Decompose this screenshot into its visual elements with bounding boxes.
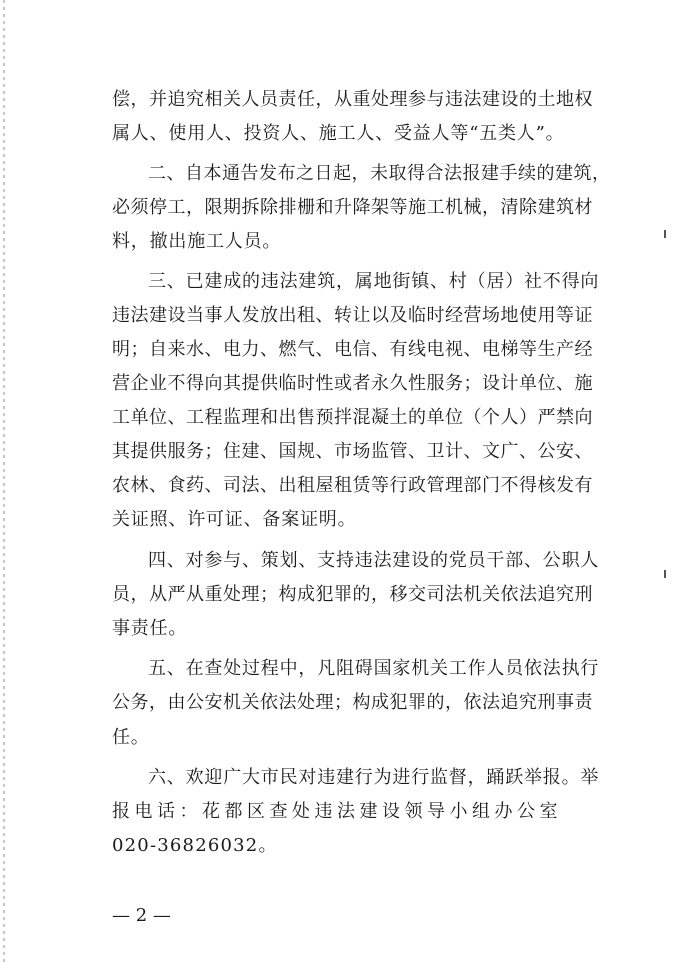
text-line: 其提供服务；住建、国规、市场监管、卫计、文广、公安、 (112, 441, 593, 462)
text-line: 员，从严从重处理；构成犯罪的，移交司法机关依法追究刑 (112, 584, 593, 605)
text-line: 料，撤出施工人员。 (112, 231, 282, 252)
text-line: 属人、使用人、投资人、施工人、受益人等“五类人”。 (112, 123, 565, 144)
text-line: 明；自来水、电力、燃气、电信、有线电视、电梯等生产经 (112, 339, 593, 360)
scan-edge-mark (664, 570, 666, 578)
text-line: 四、对参与、策划、支持违法建设的党员干部、公职人 (148, 550, 600, 571)
text-line: 报电话：花都区查处违法建设领导小组办公室 (112, 801, 562, 822)
text-line: 六、欢迎广大市民对违建行为进行监督，踊跃举报。举 (148, 767, 600, 788)
text-line: 020-36826032。 (112, 835, 278, 856)
text-line: 偿，并追究相关人员责任，从重处理参与违法建设的土地权 (112, 89, 593, 110)
text-line: 农林、食药、司法、出租屋租赁等行政管理部门不得核发有 (112, 475, 593, 496)
text-line: 营企业不得向其提供临时性或者永久性服务；设计单位、施 (112, 373, 593, 394)
text-line: 五、在查处过程中，凡阻碍国家机关工作人员依法执行 (148, 658, 600, 679)
text-line: 二、自本通告发布之日起，未取得合法报建手续的建筑， (148, 163, 611, 184)
page-number: — 2 — (112, 905, 171, 926)
scan-edge-perforation (3, 0, 5, 962)
text-line: 工单位、工程监理和出售预拌混凝土的单位（个人）严禁向 (112, 407, 593, 428)
text-line: 三、已建成的违法建筑，属地街镇、村（居）社不得向 (148, 271, 600, 292)
text-line: 事责任。 (112, 618, 188, 639)
scan-edge-mark (664, 230, 666, 238)
text-line: 关证照、许可证、备案证明。 (112, 509, 357, 530)
text-line: 公务，由公安机关依法处理；构成犯罪的，依法追究刑事责 (112, 692, 593, 713)
text-line: 任。 (112, 727, 150, 748)
text-line: 必须停工，限期拆除排栅和升降架等施工机械，清除建筑材 (112, 197, 593, 218)
text-line: 违法建设当事人发放出租、转让以及临时经营场地使用等证 (112, 305, 593, 326)
